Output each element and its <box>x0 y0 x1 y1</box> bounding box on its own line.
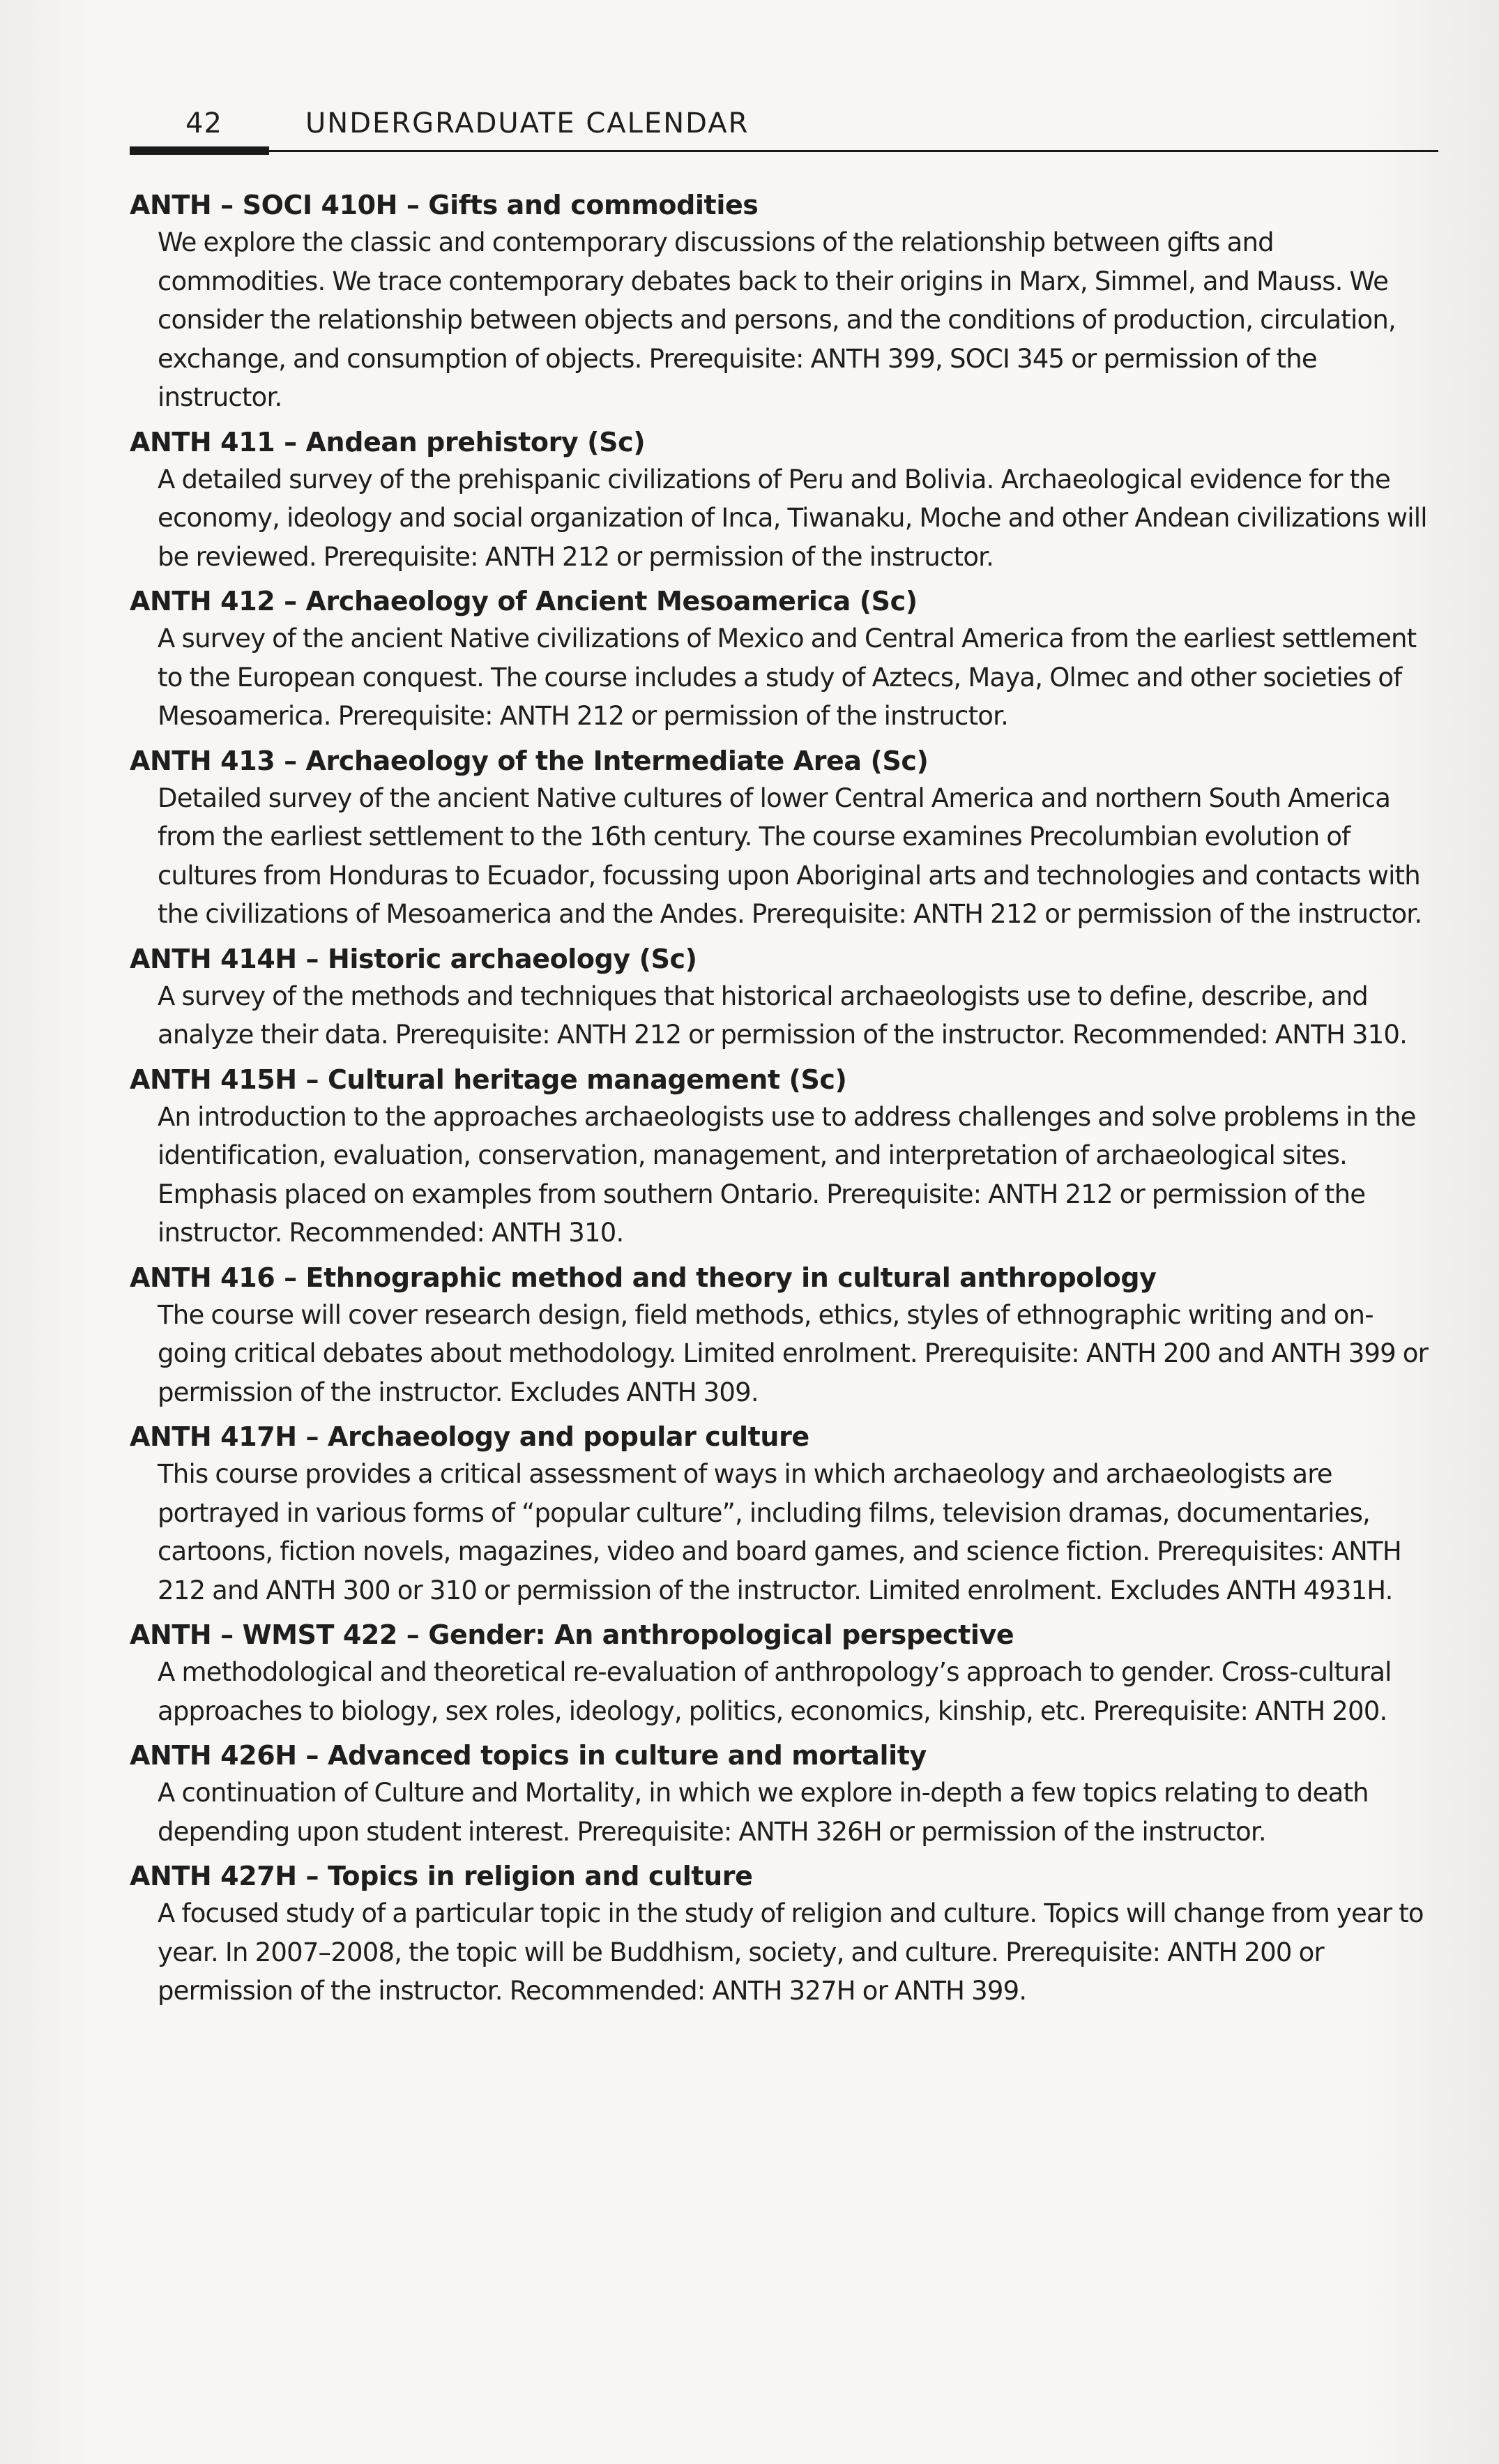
course-title: ANTH 416 – Ethnographic method and theory in cultural anthropology <box>130 1262 1157 1293</box>
course-entry-anth-411 <box>130 424 1440 577</box>
course-title: ANTH 412 – Archaeology of Ancient Mesoamerica (Sc) <box>130 586 918 617</box>
course-title: ANTH – SOCI 410H – Gifts and commodities <box>130 190 759 220</box>
header-rule-thin <box>269 150 1438 152</box>
course-list <box>130 187 1440 2018</box>
course-entry-anth-412 <box>130 583 1440 736</box>
course-title: ANTH 427H – Topics in religion and culture <box>130 1861 753 1891</box>
course-title: ANTH – WMST 422 – Gender: An anthropological perspective <box>130 1619 1014 1650</box>
course-description: A methodological and theoretical re-evaluation of anthropology’s approach to gender. Cross-cultural approaches to biology, sex roles, ideology, politics, economics, kinship, etc. Prerequisite: ANTH 200. <box>158 1657 1392 1726</box>
course-description: The course will cover research design, field methods, ethics, styles of ethnographic writing and on-going critical debates about methodology. Limited enrolment. Prerequisite: ANTH 200 and ANTH 399 or permission of the instructor. Excludes ANTH 309. <box>158 1299 1429 1407</box>
course-title: ANTH 426H – Advanced topics in culture and mortality <box>130 1740 927 1771</box>
course-title: ANTH 413 – Archaeology of the Intermediate Area (Sc) <box>130 745 929 776</box>
course-title: ANTH 414H – Historic archaeology (Sc) <box>130 943 697 974</box>
course-entry-anth-414h <box>130 941 1440 1055</box>
course-title: ANTH 417H – Archaeology and popular culture <box>130 1421 809 1452</box>
course-description: A survey of the ancient Native civilizations of Mexico and Central America from the earliest settlement to the European conquest. The course includes a study of Aztecs, Maya, Olmec and other societies of Mesoamerica. Prerequisite: ANTH 212 or permission of the instructor. <box>158 623 1417 731</box>
course-description: A continuation of Culture and Mortality, in which we explore in-depth a few topics relating to death depending upon student interest. Prerequisite: ANTH 326H or permission of the instructor. <box>158 1778 1369 1847</box>
course-entry-anth-417h <box>130 1419 1440 1610</box>
course-title: ANTH 411 – Andean prehistory (Sc) <box>130 426 646 458</box>
course-description: This course provides a critical assessment of ways in which archaeology and archaeologists are portrayed in various forms of “popular culture”, including films, television dramas, documentaries, cartoons, fiction novels, magazines, video and board games, and science fiction. Prerequisites: ANTH 212 and ANTH 300 or 310 or permission of the instructor. Limited enrolment. Excludes ANTH 4931H. <box>158 1459 1401 1605</box>
header-rule-thick <box>130 146 269 155</box>
course-entry-anth-427h <box>130 1858 1440 2011</box>
course-description: A focused study of a particular topic in the study of religion and culture. Topics will change from year to year. In 2007–2008, the topic will be Buddhism, society, and culture. Prerequisite: ANTH 200 or permission of the instructor. Recommended: ANTH 327H or ANTH 399. <box>158 1898 1424 2006</box>
course-entry-anth-426h <box>130 1737 1440 1851</box>
course-description: An introduction to the approaches archaeologists use to address challenges and solve problems in the identification, evaluation, conservation, management, and interpretation of archaeological sites. Emphasis placed on examples from southern Ontario. Prerequisite: ANTH 212 or permission of the instructor. Recommended: ANTH 310. <box>158 1101 1416 1248</box>
course-description: Detailed survey of the ancient Native cultures of lower Central America and northern South America from the earliest settlement to the 16th century. The course examines Precolumbian evolution of cultures from Honduras to Ecuador, focussing upon Aboriginal arts and technologies and contacts with the civilizations of Mesoamerica and the Andes. Prerequisite: ANTH 212 or permission of the instructor. <box>158 783 1422 929</box>
course-description: A survey of the methods and techniques that historical archaeologists use to define, describe, and analyze their data. Prerequisite: ANTH 212 or permission of the instructor. Recommended: ANTH 310. <box>158 981 1408 1050</box>
course-entry-anth-416 <box>130 1260 1440 1412</box>
course-entry-anth-415h <box>130 1061 1440 1253</box>
course-description: A detailed survey of the prehispanic civilizations of Peru and Bolivia. Archaeological evidence for the economy, ideology and social organization of Inca, Tiwanaku, Moche and other Andean civilizations will be reviewed. Prerequisite: ANTH 212 or permission of the instructor. <box>158 464 1427 572</box>
course-entry-anth-wmst-422 <box>130 1617 1440 1730</box>
course-entry-anth-soci-410h <box>130 187 1440 417</box>
course-description: We explore the classic and contemporary discussions of the relationship between gifts and commodities. We trace contemporary debates back to their origins in Marx, Simmel, and Mauss. We consider the relationship between objects and persons, and the conditions of production, circulation, exchange, and consumption of objects. Prerequisite: ANTH 399, SOCI 345 or permission of the instructor. <box>158 227 1396 412</box>
course-entry-anth-413 <box>130 743 1440 934</box>
course-title: ANTH 415H – Cultural heritage management (Sc) <box>130 1064 847 1095</box>
page-header <box>130 105 1438 153</box>
running-title: UNDERGRADUATE CALENDAR <box>305 107 750 139</box>
page-number: 42 <box>185 107 222 139</box>
